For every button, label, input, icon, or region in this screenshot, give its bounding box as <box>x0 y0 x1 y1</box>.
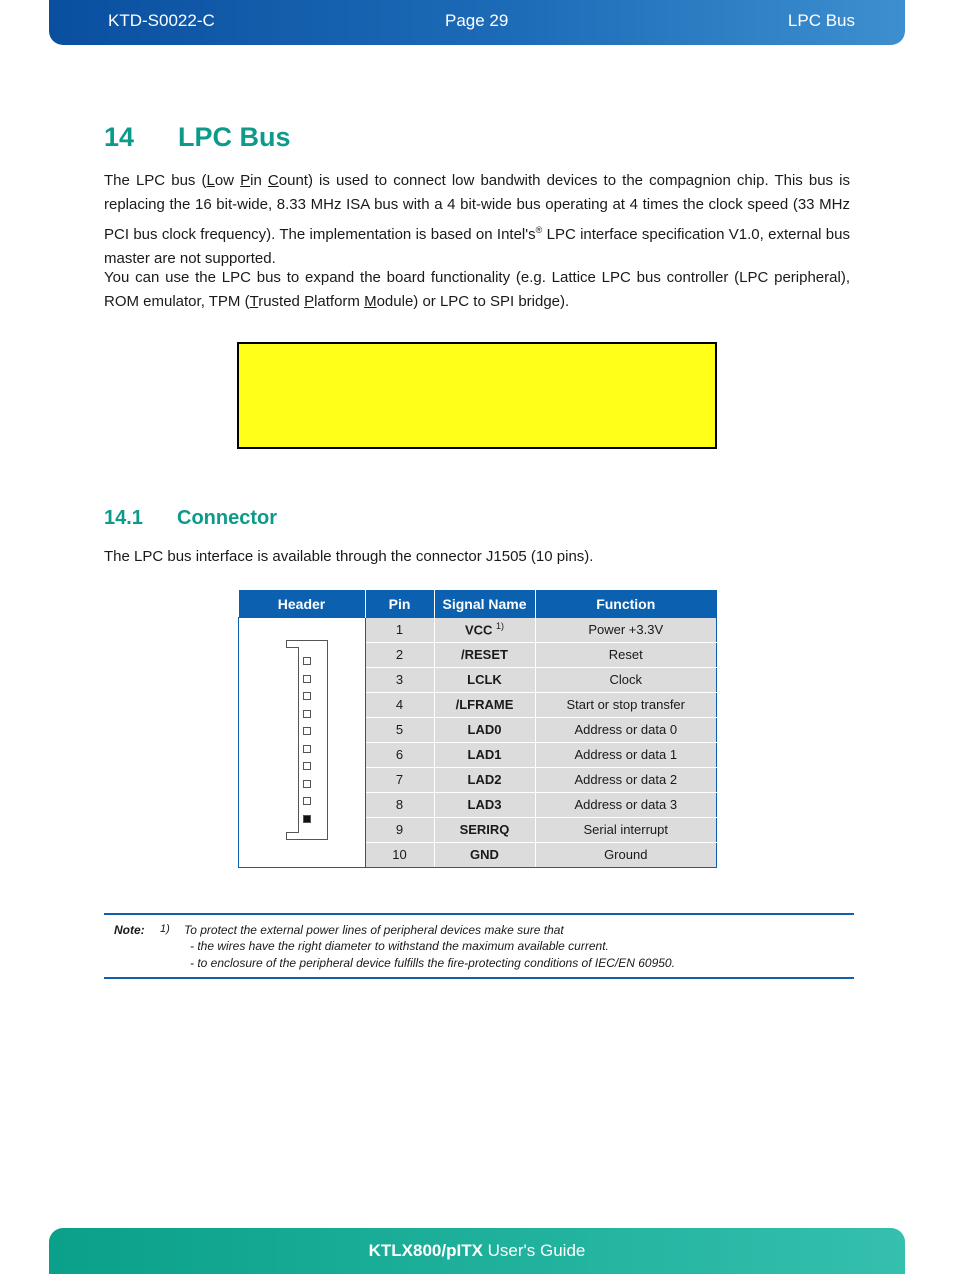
connector-pin-icon <box>303 762 311 770</box>
signal-cell: /RESET <box>434 642 535 667</box>
signal-cell: LCLK <box>434 667 535 692</box>
function-cell: Ground <box>535 842 717 867</box>
signal-cell: VCC $^{1)}$ <box>434 618 535 643</box>
signal-cell: SERIRQ <box>434 817 535 842</box>
signal-cell: LAD2 <box>434 767 535 792</box>
callout-box <box>237 342 717 449</box>
signal-cell: LAD1 <box>434 742 535 767</box>
pinout-table <box>238 590 717 868</box>
section-paragraph: The LPC bus interface is available through the connector J1505 (10 pins). <box>104 548 594 565</box>
function-cell: Start or stop transfer <box>535 692 717 717</box>
note-line-1: To protect the external power lines of peripheral devices make sure that <box>184 923 564 937</box>
connector-pin-icon <box>303 710 311 718</box>
signal-cell: LAD0 <box>434 717 535 742</box>
footer-guide: User's Guide <box>482 1241 586 1260</box>
function-cell: Address or data 0 <box>535 717 717 742</box>
pin-cell: 7 <box>365 767 434 792</box>
connector-diagram <box>239 618 366 868</box>
doc-id: KTD-S0022-C <box>108 11 215 30</box>
col-signal: Signal Name <box>434 590 535 618</box>
note-line-3: - to enclosure of the peripheral device fulfills the fire-protecting conditions of IEC/EN 60950. <box>190 956 675 970</box>
footer-product: KTLX800/pITX <box>368 1241 483 1260</box>
function-cell: Clock <box>535 667 717 692</box>
page-footer <box>49 1228 905 1274</box>
section-title <box>104 507 277 530</box>
header-section: LPC Bus <box>787 11 855 30</box>
function-cell: Power +3.3V <box>535 618 717 643</box>
connector-pin-icon <box>303 727 311 735</box>
connector-drawing <box>286 640 328 840</box>
connector-pin-icon <box>303 745 311 753</box>
pin-cell: 2 <box>365 642 434 667</box>
function-cell: Serial interrupt <box>535 817 717 842</box>
section-number: 14.1 <box>104 507 143 529</box>
connector-pin-icon <box>303 780 311 788</box>
note-footnote-marker: 1) <box>160 923 170 935</box>
note-label: Note: <box>114 923 145 937</box>
connector-pin-icon <box>303 692 311 700</box>
signal-cell: GND <box>434 842 535 867</box>
signal-cell: /LFRAME <box>434 692 535 717</box>
intro-paragraph-1: The LPC bus (Low Pin Count) is used to connect low bandwith devices to the compagnion chip. This bus is replacing the 16 bit-wide, 8.33 MHz ISA bus with a 4 bit-wide bus operating at 4 times the clock speed (33 MHz PCI bus clock frequency). The implementation is based on Intel's® LPC interface specification V1.0, external bus master are not supported. <box>104 172 850 268</box>
chapter-title-text: LPC Bus <box>178 122 291 152</box>
note-box <box>104 913 854 979</box>
chapter-number: 14 <box>104 122 135 152</box>
col-header: Header <box>239 590 366 618</box>
chapter-title <box>104 122 291 153</box>
pin-cell: 5 <box>365 717 434 742</box>
connector-pin1-icon <box>303 815 311 823</box>
intro-paragraph-2: You can use the LPC bus to expand the board functionality (e.g. Lattice LPC bus controller (LPC peripheral), ROM emulator, TPM (Trusted Platform Module) or LPC to SPI bridge). <box>104 269 850 311</box>
pin-cell: 3 <box>365 667 434 692</box>
function-cell: Reset <box>535 642 717 667</box>
note-line-2: - the wires have the right diameter to withstand the maximum available current. <box>190 939 609 953</box>
col-function: Function <box>535 590 717 618</box>
connector-pin-icon <box>303 675 311 683</box>
page-number: Page 29 <box>445 11 509 30</box>
pin-cell: 9 <box>365 817 434 842</box>
function-cell: Address or data 2 <box>535 767 717 792</box>
pin-cell: 8 <box>365 792 434 817</box>
connector-pin-icon <box>303 657 311 665</box>
pin-cell: 10 <box>365 842 434 867</box>
function-cell: Address or data 3 <box>535 792 717 817</box>
function-cell: Address or data 1 <box>535 742 717 767</box>
page-header <box>49 0 905 45</box>
pin-cell: 1 <box>365 618 434 643</box>
signal-cell: LAD3 <box>434 792 535 817</box>
pin-cell: 4 <box>365 692 434 717</box>
col-pin: Pin <box>365 590 434 618</box>
section-title-text: Connector <box>177 507 277 529</box>
table-row <box>239 618 717 643</box>
connector-pin-icon <box>303 797 311 805</box>
pin-cell: 6 <box>365 742 434 767</box>
